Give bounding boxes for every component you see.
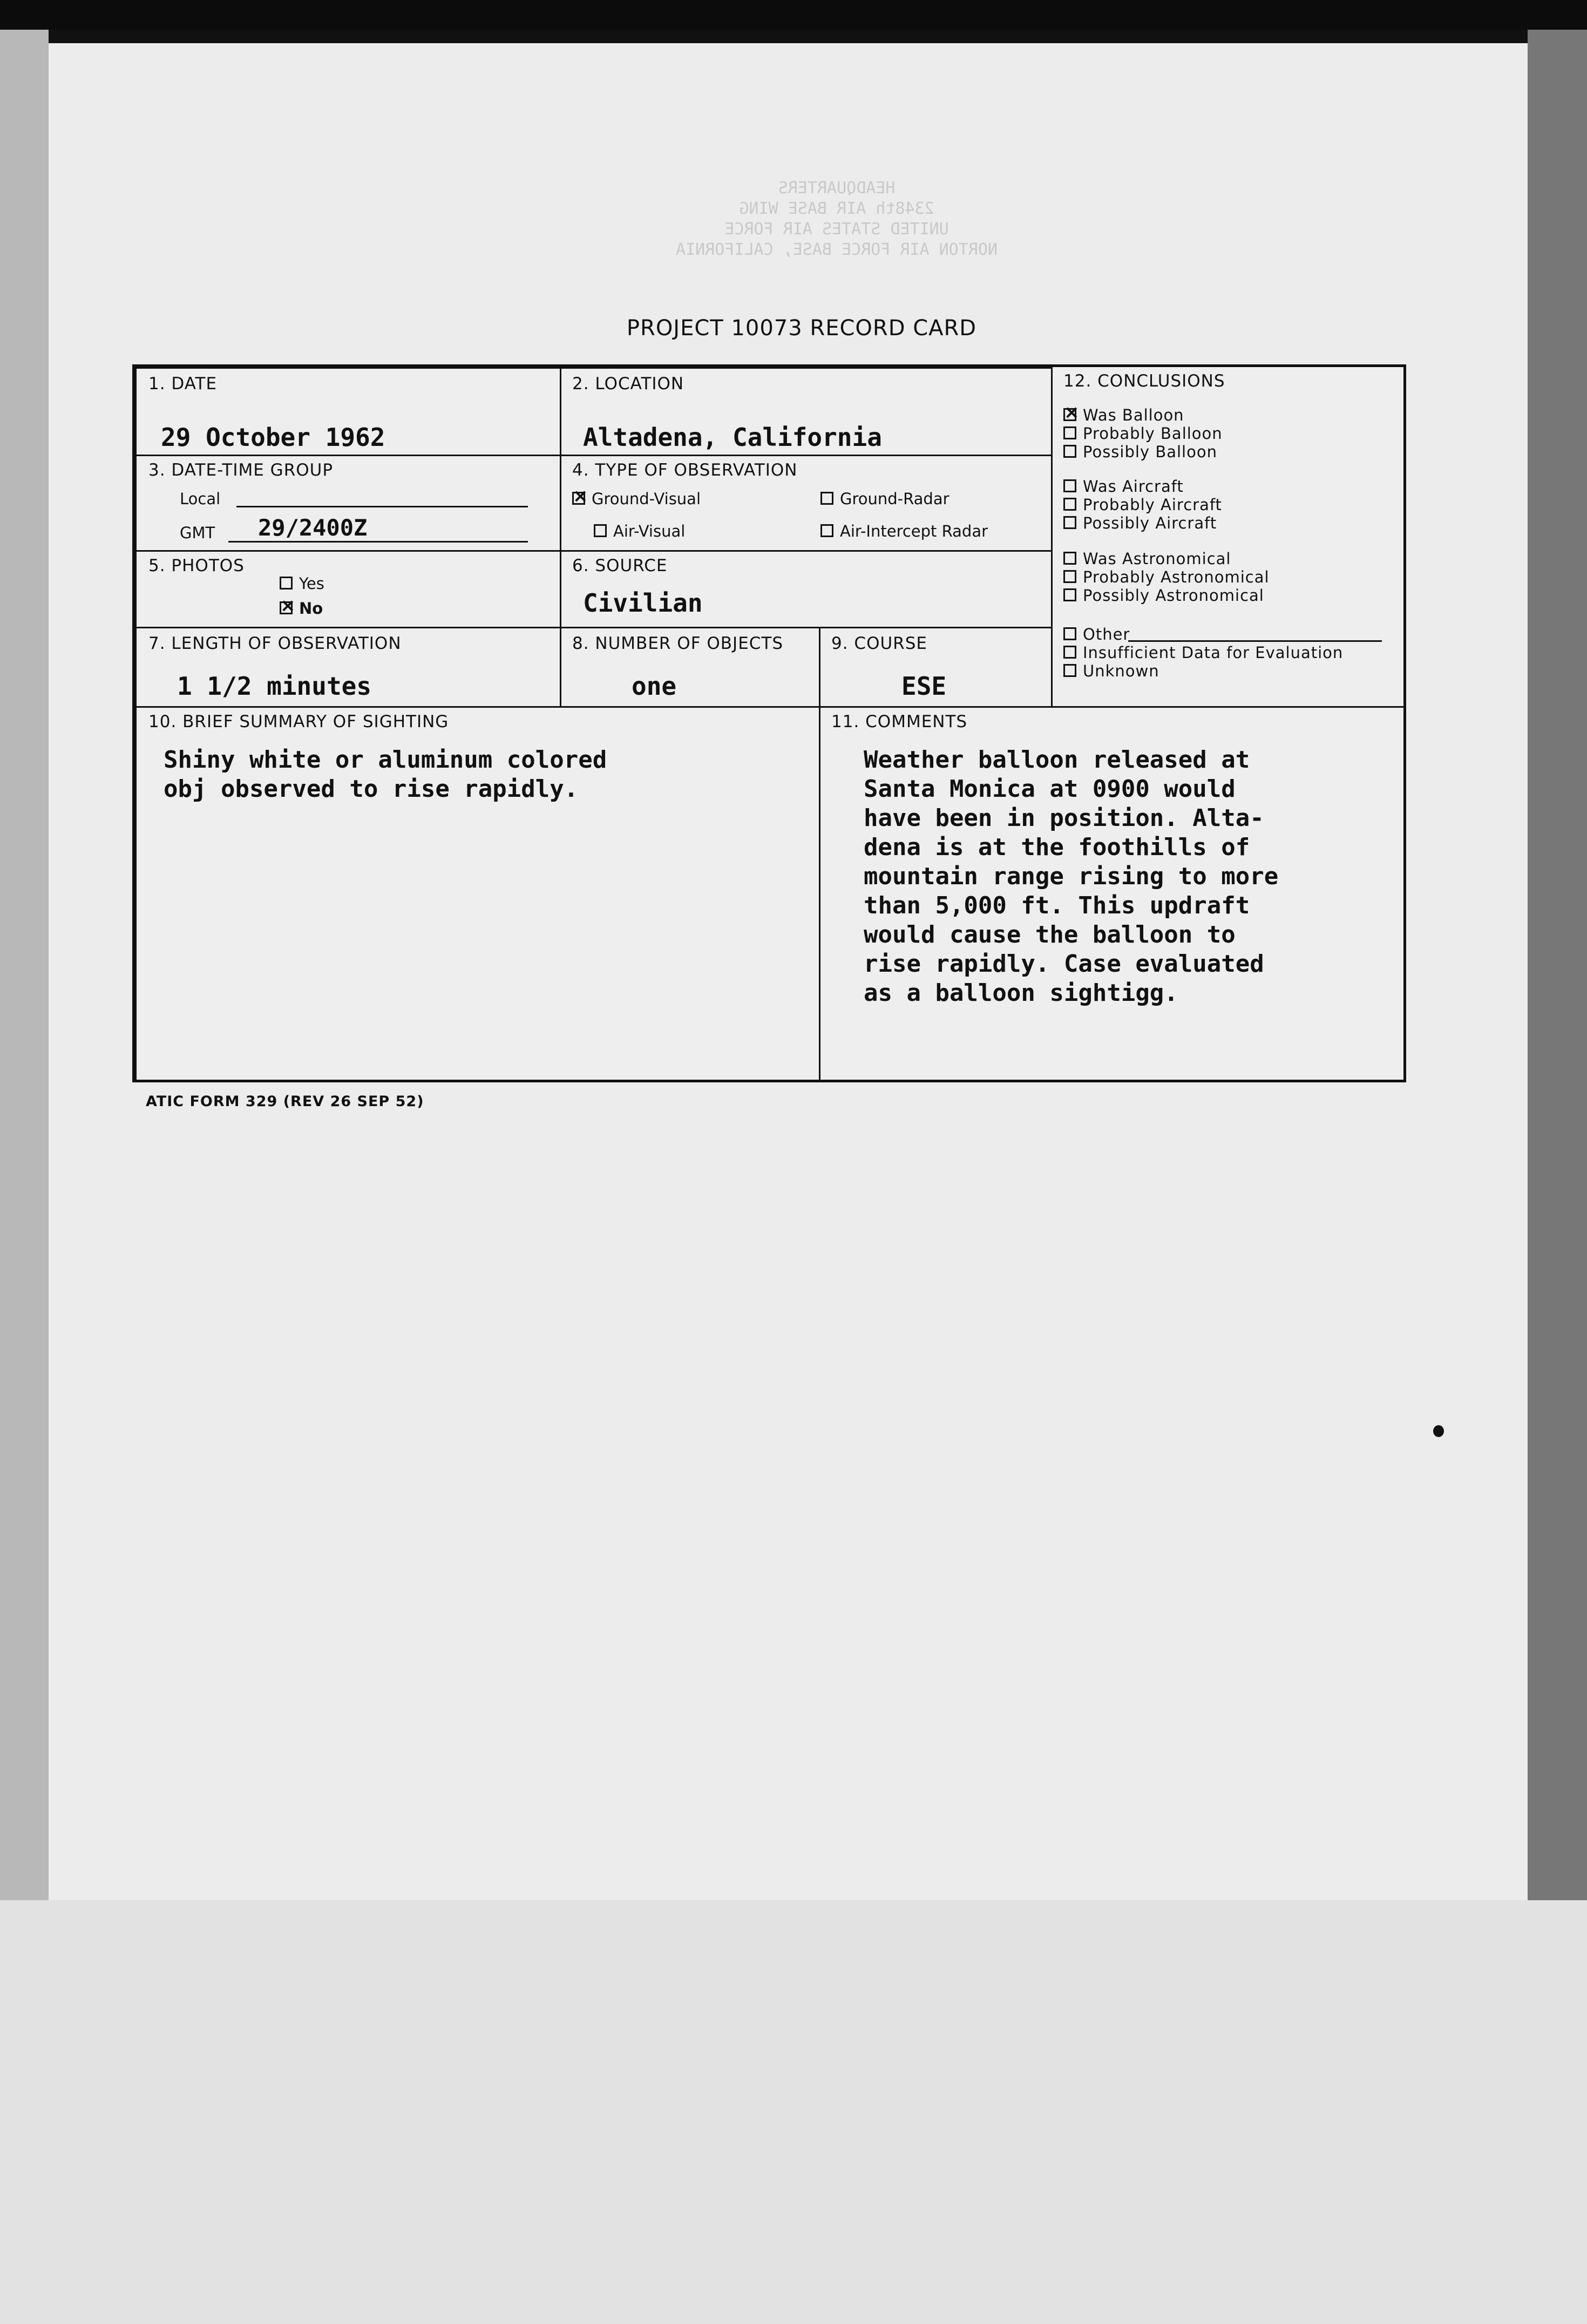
record-card bbox=[132, 364, 1406, 1082]
checkbox-icon bbox=[594, 524, 607, 537]
checkbox-icon bbox=[820, 492, 833, 505]
bleed-through-letterhead bbox=[594, 178, 1080, 260]
source-label: 6. SOURCE bbox=[572, 556, 668, 575]
ground-visual-option: ×Ground-Visual bbox=[572, 490, 701, 508]
location-cell bbox=[560, 367, 1053, 456]
comment-line: than 5,000 ft. This updraft bbox=[864, 892, 1250, 919]
comments-cell bbox=[819, 706, 1406, 1082]
checked-box-icon bbox=[1063, 408, 1076, 421]
checkbox-icon bbox=[1063, 516, 1076, 529]
comment-line: Weather balloon released at bbox=[864, 746, 1250, 774]
location-label: 2. LOCATION bbox=[572, 374, 684, 394]
comments-label: 11. COMMENTS bbox=[831, 712, 968, 731]
date-time-group-cell bbox=[135, 455, 561, 552]
other-line bbox=[1128, 640, 1382, 642]
conclusion-other: Other bbox=[1063, 625, 1130, 643]
date-time-group-label: 3. DATE-TIME GROUP bbox=[148, 460, 334, 480]
gmt-value: 29/2400Z bbox=[258, 514, 368, 541]
conclusion-probably-aircraft: Probably Aircraft bbox=[1063, 496, 1222, 514]
conclusion-was-astronomical: Was Astronomical bbox=[1063, 550, 1231, 568]
checkbox-icon bbox=[1063, 426, 1076, 439]
checkbox-icon bbox=[1063, 588, 1076, 601]
summary-line: obj observed to rise rapidly. bbox=[164, 775, 579, 803]
conclusion-probably-astronomical: Probably Astronomical bbox=[1063, 568, 1270, 586]
letterhead-line: NORTON AIR FORCE BASE, CALIFORNIA bbox=[675, 240, 998, 259]
course-cell bbox=[819, 627, 1053, 708]
location-value: Altadena, California bbox=[583, 423, 882, 452]
checkbox-icon bbox=[1063, 498, 1076, 511]
checkbox-icon bbox=[1063, 646, 1076, 659]
form-id: ATIC FORM 329 (REV 26 SEP 52) bbox=[146, 1093, 424, 1110]
checkbox-icon bbox=[820, 524, 833, 537]
number-of-objects-cell bbox=[560, 627, 820, 708]
summary-line: Shiny white or aluminum colored bbox=[164, 746, 607, 774]
ground-radar-option: Ground-Radar bbox=[820, 490, 950, 508]
photos-label: 5. PHOTOS bbox=[148, 556, 245, 575]
source-cell bbox=[560, 550, 1053, 628]
ink-spot bbox=[1433, 1425, 1444, 1437]
conclusion-possibly-aircraft: Possibly Aircraft bbox=[1063, 514, 1217, 532]
gmt-line bbox=[228, 541, 528, 543]
course-label: 9. COURSE bbox=[831, 634, 927, 653]
local-label: Local bbox=[180, 490, 221, 508]
lower-film-area bbox=[0, 1900, 1587, 2324]
checkbox-icon bbox=[1063, 552, 1076, 565]
film-edge-right bbox=[1528, 30, 1587, 1919]
photos-yes-option: Yes bbox=[280, 574, 324, 593]
comment-line: dena is at the foothills of bbox=[864, 834, 1250, 861]
photos-cell bbox=[135, 550, 561, 628]
photos-no-option: ×No bbox=[280, 599, 323, 618]
conclusion-probably-balloon: Probably Balloon bbox=[1063, 424, 1223, 443]
gmt-label: GMT bbox=[180, 524, 215, 542]
film-edge-left bbox=[0, 30, 49, 1919]
checkbox-icon bbox=[1063, 664, 1076, 677]
conclusion-possibly-balloon: Possibly Balloon bbox=[1063, 443, 1217, 461]
type-of-observation-label: 4. TYPE OF OBSERVATION bbox=[572, 460, 798, 480]
conclusion-possibly-astronomical: Possibly Astronomical bbox=[1063, 586, 1264, 605]
conclusion-unknown: Unknown bbox=[1063, 662, 1159, 680]
comment-line: rise rapidly. Case evaluated bbox=[864, 950, 1264, 978]
length-value: 1 1/2 minutes bbox=[177, 672, 372, 701]
comment-line: mountain range rising to more bbox=[864, 863, 1279, 890]
checkbox-icon bbox=[1063, 445, 1076, 458]
checked-box-icon bbox=[280, 601, 293, 614]
comment-line: have been in position. Alta- bbox=[864, 804, 1264, 832]
letterhead-line: HEADQUARTERS bbox=[778, 179, 896, 198]
air-intercept-radar-option: Air-Intercept Radar bbox=[820, 522, 988, 540]
summary-cell bbox=[135, 706, 820, 1082]
number-of-objects-value: one bbox=[632, 672, 677, 701]
conclusion-was-balloon: ×Was Balloon bbox=[1063, 406, 1184, 424]
conclusion-was-aircraft: Was Aircraft bbox=[1063, 477, 1184, 496]
card-title: PROJECT 10073 RECORD CARD bbox=[626, 316, 977, 341]
date-cell bbox=[135, 367, 561, 456]
comment-line: as a balloon sightigg. bbox=[864, 979, 1178, 1007]
number-of-objects-label: 8. NUMBER OF OBJECTS bbox=[572, 634, 784, 653]
film-border-top bbox=[0, 0, 1587, 30]
checked-box-icon bbox=[572, 492, 585, 505]
letterhead-line: 2348th AIR BASE WING bbox=[739, 199, 934, 218]
comment-line: Santa Monica at 0900 would bbox=[864, 775, 1236, 803]
course-value: ESE bbox=[901, 672, 947, 701]
checkbox-icon bbox=[1063, 570, 1076, 583]
air-visual-option: Air-Visual bbox=[594, 522, 685, 540]
date-label: 1. DATE bbox=[148, 374, 218, 394]
type-of-observation-cell bbox=[560, 455, 1053, 552]
length-cell bbox=[135, 627, 561, 708]
comment-line: would cause the balloon to bbox=[864, 921, 1236, 948]
source-value: Civilian bbox=[583, 588, 703, 618]
checkbox-icon bbox=[1063, 627, 1076, 640]
local-line bbox=[236, 506, 528, 507]
summary-label: 10. BRIEF SUMMARY OF SIGHTING bbox=[148, 712, 449, 731]
checkbox-icon bbox=[280, 577, 293, 590]
conclusions-label: 12. CONCLUSIONS bbox=[1063, 371, 1225, 391]
length-label: 7. LENGTH OF OBSERVATION bbox=[148, 634, 402, 653]
date-value: 29 October 1962 bbox=[161, 423, 385, 452]
letterhead-line: UNITED STATES AIR FORCE bbox=[724, 220, 949, 239]
conclusion-insufficient-data: Insufficient Data for Evaluation bbox=[1063, 643, 1343, 662]
checkbox-icon bbox=[1063, 479, 1076, 492]
